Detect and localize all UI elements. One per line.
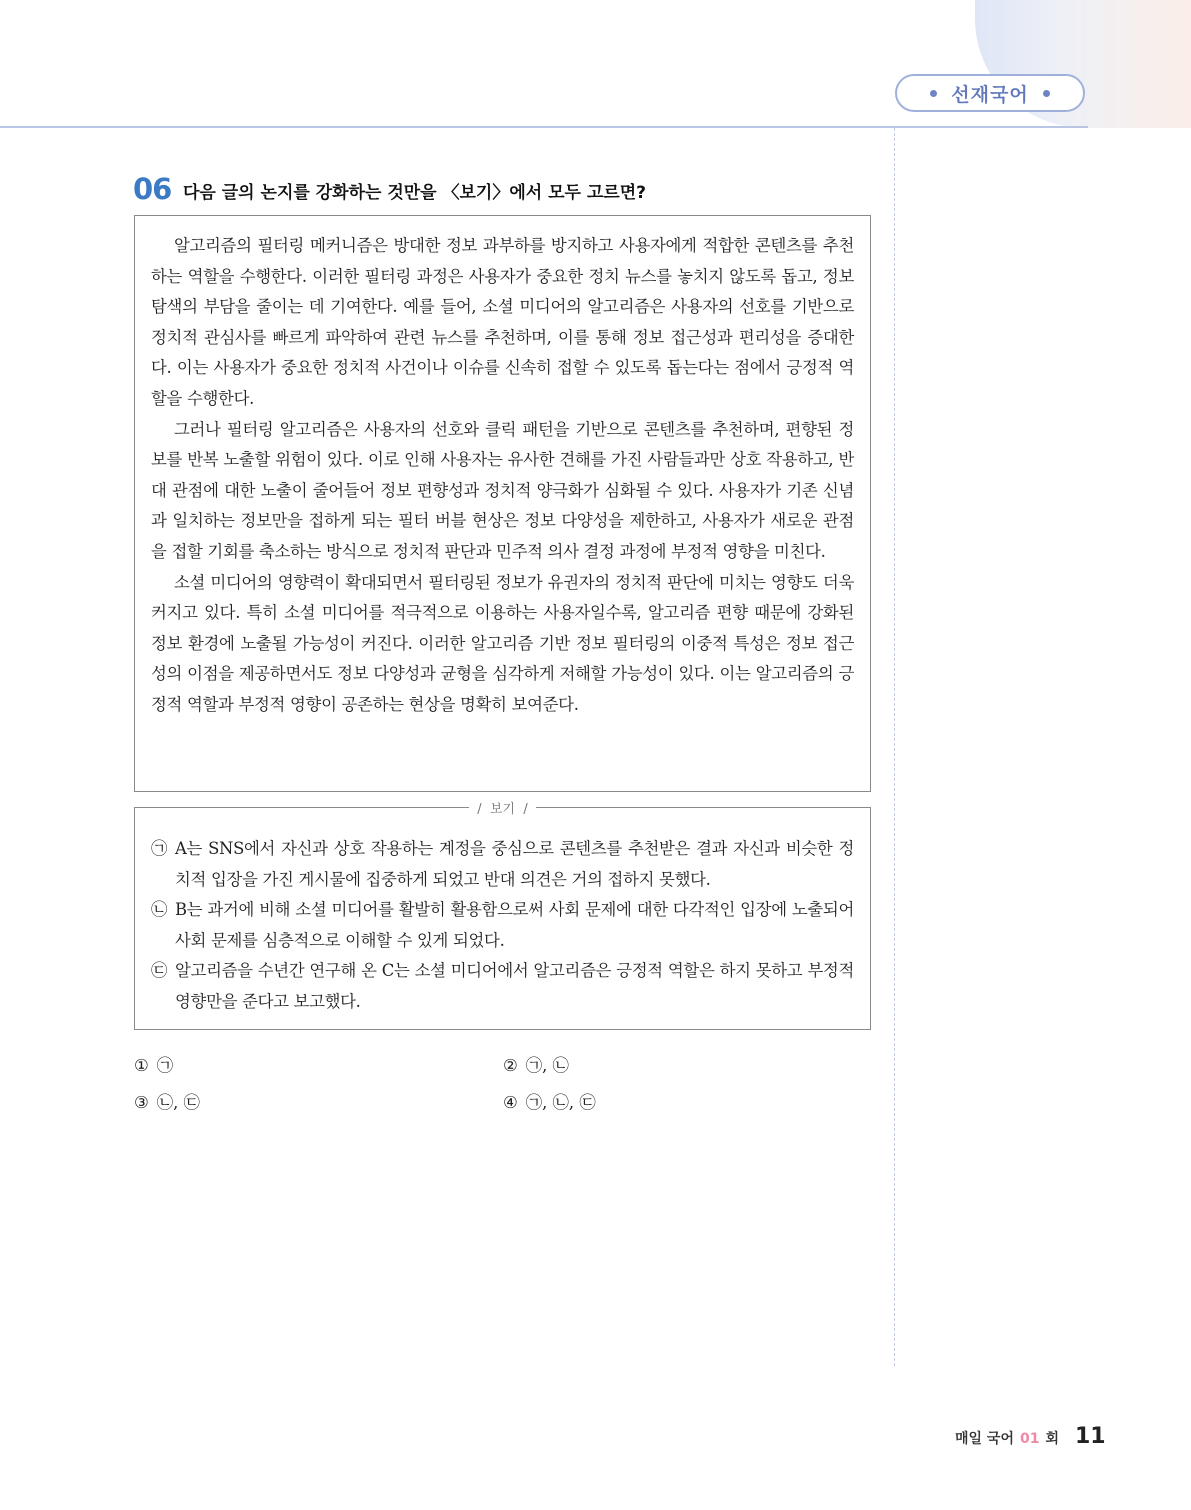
passage-box (134, 215, 871, 792)
page-number: 11 (1075, 1424, 1106, 1449)
bogi-item-text: A는 SNS에서 자신과 상호 작용하는 계정을 중심으로 콘텐츠를 추천받은 결과 자신과 비슷한 정치적 입장을 가진 게시물에 집중하게 되었고 반대 의견은 거의 접하지 못했다. (175, 839, 854, 889)
bogi-marker: ㉡ (151, 900, 168, 920)
choice-2[interactable] (503, 1052, 569, 1076)
header-divider (0, 126, 1088, 128)
choice-number: ② (503, 1056, 518, 1075)
footer-round-number: 01 (1019, 1431, 1040, 1447)
passage-paragraph-1: 알고리즘의 필터링 메커니즘은 방대한 정보 과부하를 방지하고 사용자에게 적합한 콘텐츠를 추천하는 역할을 수행한다. 이러한 필터링 과정은 사용자가 중요한 정치 뉴스를 놓치지 않도록 돕고, 정보 탐색의 부담을 줄이는 데 기여한다. 예를 들어, 소셜 미디어의 알고리즘은 사용자의 선호를 기반으로 정치적 관심사를 빠르게 파악하여 관련 뉴스를 추천하며, 이를 통해 정보 접근성과 편리성을 증대한다. 이는 사용자가 중요한 정치적 사건이나 이슈를 신속히 접할 수 있도록 돕는다는 점에서 긍정적 역할을 수행한다. (151, 236, 854, 408)
bogi-box (134, 802, 871, 1030)
bogi-title-text: / 보기 / (469, 798, 535, 817)
badge-dot-right-icon (1043, 90, 1050, 97)
bogi-marker: ㉢ (151, 961, 168, 981)
bogi-marker: ㉠ (151, 839, 168, 858)
choice-4[interactable] (503, 1089, 596, 1113)
page-footer (955, 1424, 1106, 1449)
brand-badge-text: 선재국어 (951, 83, 1029, 106)
choice-1[interactable] (134, 1052, 173, 1076)
bogi-title (135, 798, 870, 817)
footer-series: 매일 국어 (955, 1431, 1014, 1447)
bogi-item-3 (151, 956, 854, 1017)
choice-text: ㉠ (156, 1056, 174, 1075)
passage-paragraph-3: 소셜 미디어의 영향력이 확대되면서 필터링된 정보가 유권자의 정치적 판단에 미치는 영향도 더욱 커지고 있다. 특히 소셜 미디어를 적극적으로 이용하는 사용자일수록, 알고리즘 편향 때문에 강화된 정보 환경에 노출될 가능성이 커진다. 이러한 알고리즘 기반 정보 필터링의 이중적 특성은 정보 접근성의 이점을 제공하면서도 정보 다양성과 균형을 심각하게 저해할 가능성이 있다. 이는 알고리즘의 긍정적 역할과 부정적 영향이 공존하는 현상을 명확히 보여준다. (151, 572, 854, 714)
bogi-item-2 (151, 895, 854, 956)
bogi-item-text: B는 과거에 비해 소셜 미디어를 활발히 활용함으로써 사회 문제에 대한 다각적인 입장에 노출되어 사회 문제를 심층적으로 이해할 수 있게 되었다. (175, 900, 854, 950)
footer-round-suffix: 회 (1045, 1431, 1059, 1447)
bogi-item-text: 알고리즘을 수년간 연구해 온 C는 소셜 미디어에서 알고리즘은 긍정적 역할은 하지 못하고 부정적 영향만을 준다고 보고했다. (175, 961, 854, 1011)
choice-text: ㉠, ㉡, ㉢ (525, 1093, 596, 1112)
choice-text: ㉡, ㉢ (156, 1093, 200, 1112)
question-number: 06 (133, 172, 172, 206)
question-prompt: 다음 글의 논지를 강화하는 것만을 〈보기〉에서 모두 고르면? (183, 183, 646, 203)
badge-dot-left-icon (930, 90, 937, 97)
choice-number: ④ (503, 1093, 518, 1112)
choice-number: ③ (134, 1093, 149, 1112)
brand-badge (895, 74, 1085, 112)
bogi-item-1 (151, 834, 854, 895)
choice-number: ① (134, 1056, 149, 1075)
column-guide-line (894, 128, 895, 1366)
choice-3[interactable] (134, 1089, 200, 1113)
choice-text: ㉠, ㉡ (525, 1056, 569, 1075)
passage-paragraph-2: 그러나 필터링 알고리즘은 사용자의 선호와 클릭 패턴을 기반으로 콘텐츠를 추천하며, 편향된 정보를 반복 노출할 위험이 있다. 이로 인해 사용자는 유사한 견해를 가진 사람들과만 상호 작용하고, 반대 관점에 대한 노출이 줄어들어 정보 편향성과 정치적 양극화가 심화될 수 있다. 사용자가 기존 신념과 일치하는 정보만을 접하게 되는 필터 버블 현상은 정보 다양성을 제한하고, 사용자가 새로운 관점을 접할 기회를 축소하는 방식으로 정치적 판단과 민주적 의사 결정 과정에 부정적 영향을 미친다. (151, 419, 854, 561)
